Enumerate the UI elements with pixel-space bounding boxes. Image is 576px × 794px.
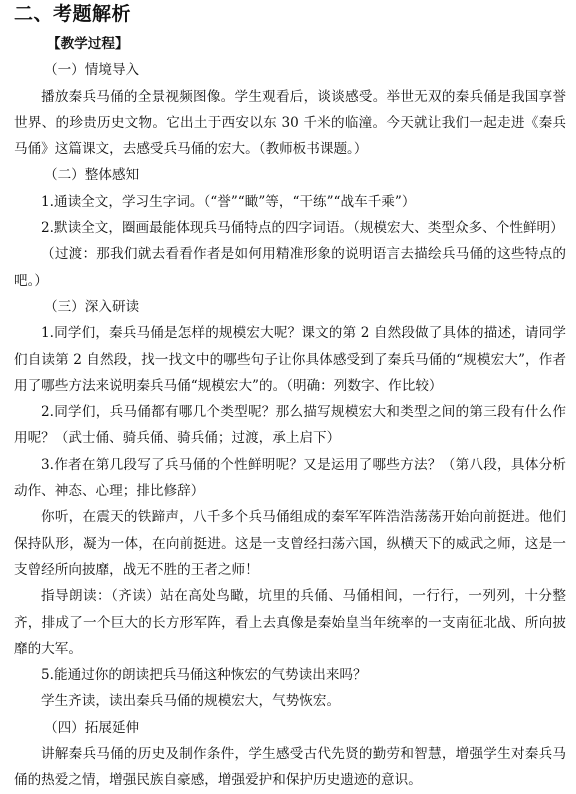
part4-paragraph: 讲解秦兵马俑的历史及制作条件，学生感受古代先贤的勤劳和智慧，增强学生对秦兵马俑的热爱之情，增强民族自豪感，增强爱护和保护历史遗迹的意识。 xyxy=(14,746,566,789)
teaching-process-label: 【教学过程】 xyxy=(47,36,129,52)
part2-title: （二）整体感知 xyxy=(44,167,140,184)
part3-answer-5: 学生齐读，读出秦兵马俑的规模宏大，气势恢宏。 xyxy=(41,693,341,710)
part3-listen-paragraph: 你听，在震天的铁蹄声，八千多个兵马俑组成的秦军军阵浩浩荡荡开始向前挺进。他们保持队形，凝为一体，在向前挺进。这是一支曾经扫荡六国，纵横天下的威武之师，这是一支曾经所向披靡，战无不胜的王者之师！ xyxy=(14,509,566,578)
part3-item-5: 5.能通过你的朗读把兵马俑这种恢宏的气势读出来吗？ xyxy=(41,667,367,684)
part1-title: （一）情境导入 xyxy=(44,62,140,79)
part2-item-1: 1.通读全文，学习生字词。（“誉”“瞰”等，“干练”“战车千乘”） xyxy=(41,193,416,210)
part2-item-2: 2.默读全文，圈画最能体现兵马俑特点的四字词语。（规模宏大、类型众多、个性鲜明） xyxy=(41,220,564,237)
part1-paragraph: 播放秦兵马俑的全景视频图像。学生观看后，谈谈感受。举世无双的秦兵俑是我国享誉世界、的珍贵历史文物。它出土于西安以东 30 千米的临潼。今天就让我们一起走进《秦兵马俑》这篇课文，去感受兵马俑的宏大。（教师板书课题。） xyxy=(14,88,566,158)
part3-item-3: 3.作者在第几段写了兵马俑的个性鲜明呢？又是运用了哪些方法？（第八段，具体分析动作、神态、心理；排比修辞） xyxy=(14,456,566,500)
part3-guide-paragraph: 指导朗读：（齐读）站在高处鸟瞰，坑里的兵俑、马俑相间，一行行，一列列，十分整齐，排成了一个巨大的长方形军阵，看上去真像是秦始皇当年统率的一支南征北战、所向披靡的大军。 xyxy=(14,588,566,657)
part4-title: （四）拓展延伸 xyxy=(44,719,140,736)
part2-transition: （过渡：那我们就去看看作者是如何用精准形象的说明语言去描绘兵马俑的这些特点的吧。） xyxy=(14,246,566,289)
part3-item-2: 2.同学们，兵马俑都有哪几个类型呢？那么描写规模宏大和类型之间的第三段有什么作用呢？（武士俑、骑兵俑、骑兵俑；过渡，承上启下） xyxy=(14,404,566,447)
section-title: 二、考题解析 xyxy=(14,3,132,25)
part3-title: （三）深入研读 xyxy=(44,298,140,315)
part3-item-1: 1.同学们，秦兵马俑是怎样的规模宏大呢？课文的第 2 自然段做了具体的描述，请同学们自读第 2 自然段，找一找文中的哪些句子让你具体感受到了秦兵马俑的“规模宏大”，作者用了哪些方法来说明秦兵马俑“规模宏大”的。（明确：列数字、作比较） xyxy=(14,325,566,394)
